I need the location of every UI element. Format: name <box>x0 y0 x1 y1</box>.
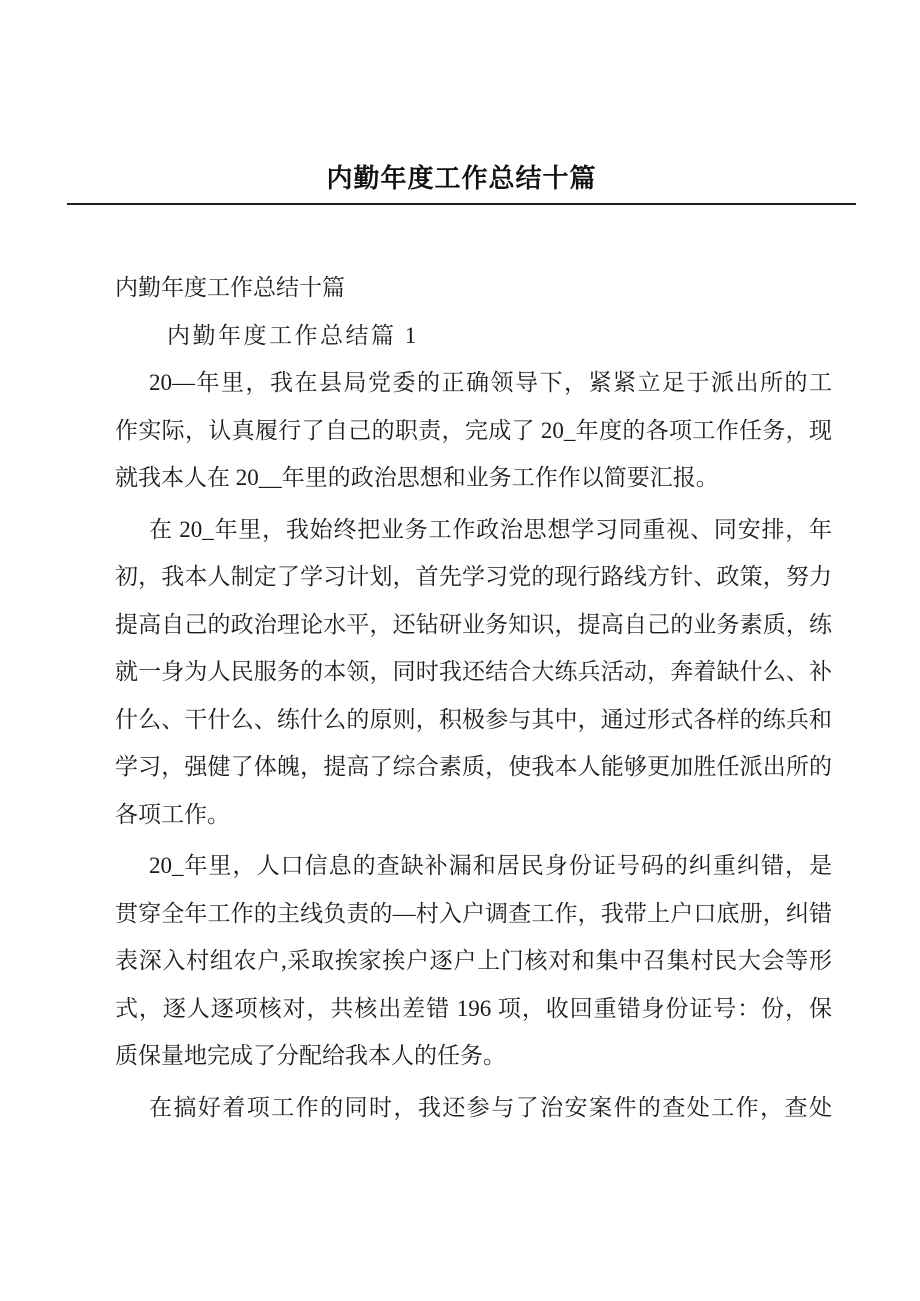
text-line: 就一身为人民服务的本领，同时我还结合大练兵活动，奔着缺什么、补 <box>115 659 832 684</box>
paragraph-1 <box>115 359 832 502</box>
text-line: 表深入村组农户,采取挨家挨户逐户上门核对和集中召集村民大会等形 <box>115 948 832 973</box>
text-line: 20_年里，人口信息的查缺补漏和居民身份证号码的纠重纠错，是 <box>149 853 832 878</box>
intro-line: 内勤年度工作总结十篇 <box>115 275 345 300</box>
paragraph-2 <box>115 506 832 839</box>
document-header <box>67 0 856 205</box>
text-line: 学习，强健了体魄，提高了综合素质，使我本人能够更加胜任派出所的 <box>115 754 832 779</box>
text-line: 各项工作。 <box>115 801 230 827</box>
text-line: 就我本人在 20__年里的政治思想和业务工作作以简要汇报。 <box>115 465 719 490</box>
text-line: 质保量地完成了分配给我本人的任务。 <box>115 1043 506 1068</box>
text-line: 在搞好着项工作的同时，我还参与了治安案件的查处工作，查处 <box>149 1094 832 1120</box>
paragraph-4 <box>115 1084 832 1132</box>
document-body <box>115 264 832 1131</box>
text-line: 式，逐人逐项核对，共核出差错 196 项，收回重错身份证号：份，保 <box>115 995 832 1021</box>
text-line: 初，我本人制定了学习计划，首先学习党的现行路线方针、政策，努力 <box>115 564 832 589</box>
text-line: 提高自己的政治理论水平，还钻研业务知识，提高自己的业务素质，练 <box>115 611 832 637</box>
document-title: 内勤年度工作总结十篇 <box>326 164 597 193</box>
section-heading: 内勤年度工作总结篇 1 <box>167 322 419 348</box>
text-line: 作实际，认真履行了自己的职责，完成了 20_年度的各项工作任务，现 <box>115 417 832 443</box>
text-line: 什么、干什么、练什么的原则，积极参与其中，通过形式各样的练兵和 <box>115 706 832 732</box>
paragraph-3 <box>115 842 832 1080</box>
text-line: 贯穿全年工作的主线负责的—村入户调查工作，我带上户口底册，纠错 <box>115 900 832 926</box>
text-line: 在 20_年里，我始终把业务工作政治思想学习同重视、同安排，年 <box>149 516 832 542</box>
text-line: 20—年里，我在县局党委的正确领导下，紧紧立足于派出所的工 <box>149 370 832 395</box>
